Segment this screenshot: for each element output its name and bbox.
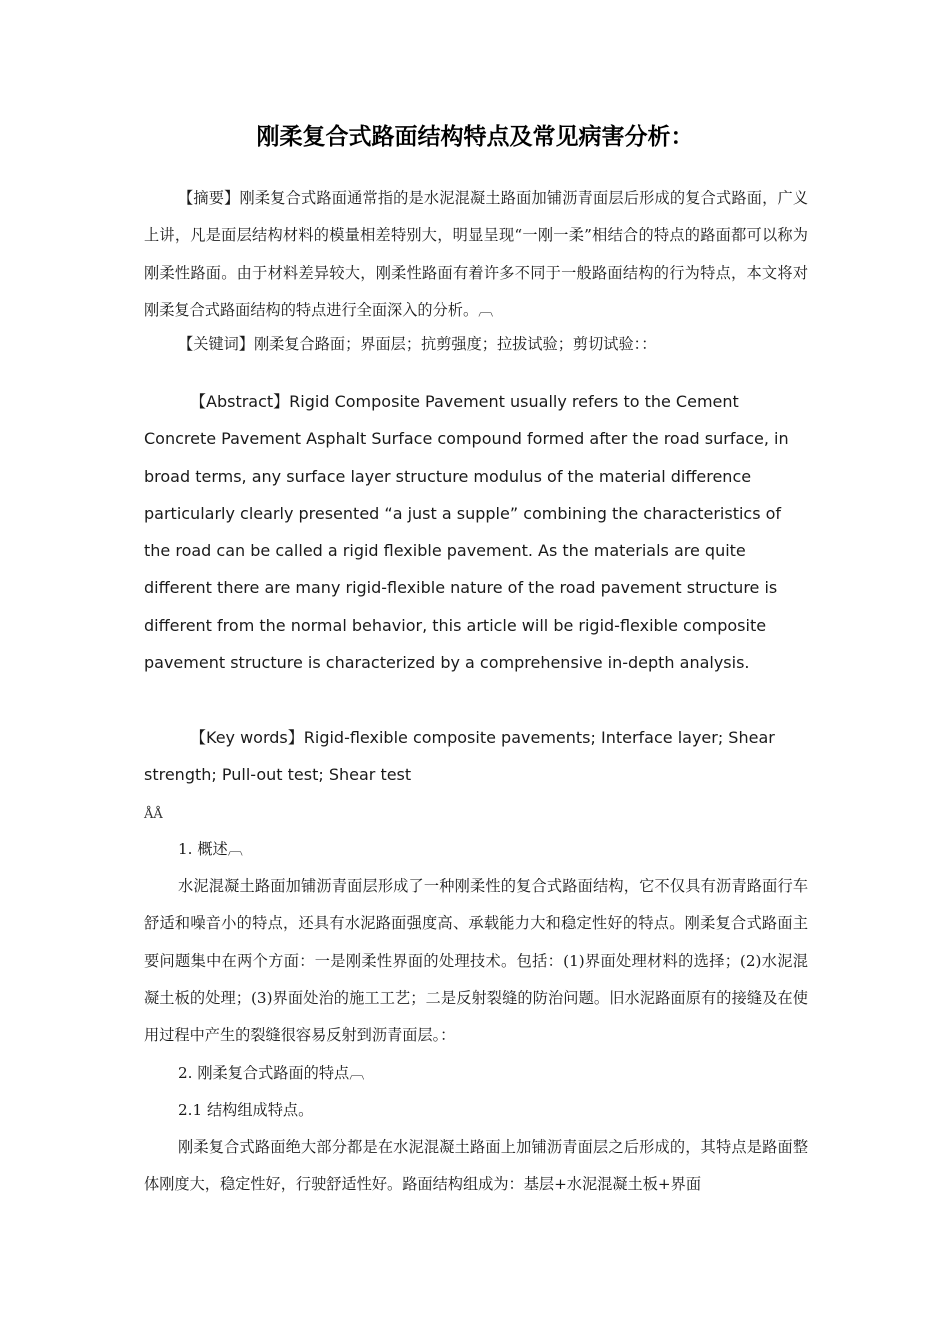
section-1-heading: 1. 概述︹ bbox=[178, 840, 243, 858]
section-marker: ÅÅ bbox=[144, 807, 163, 822]
abstract-cn-paragraph: 【摘要】刚柔复合式路面通常指的是水泥混凝土路面加铺沥青面层后形成的复合式路面，广义上讲，凡是面层结构材料的模量相差特别大，明显呈现“一刚一柔”相结合的特点的路面都可以称为刚柔性路面。由于材料差异较大，刚柔性路面有着许多不同于一般路面结构的行为特点，本文将对刚柔复合式路面结构的特点进行全面深入的分析。︹ bbox=[144, 189, 808, 319]
keywords-en-paragraph: 【Key words】Rigid-flexible composite pavements; Interface layer; Shear strength; Pull-out test; Shear test bbox=[144, 728, 775, 785]
abstract-en-paragraph: 【Abstract】Rigid Composite Pavement usually refers to the Cement Concrete Pavement Asphalt Surface compound formed after the road surface, in broad terms, any surface layer structure modulus of the material difference particularly clearly presented “a just a supple” combining the characteristics of the road can be called a rigid flexible pavement. As the materials are quite different there are many rigid-flexible nature of the road pavement structure is different from the normal behavior, this article will be rigid-flexible composite pavement structure is characterized by a comprehensive in-depth analysis. bbox=[144, 392, 789, 673]
section-2-1-body: 刚柔复合式路面绝大部分都是在水泥混凝土路面上加铺沥青面层之后形成的，其特点是路面整体刚度大，稳定性好，行驶舒适性好。路面结构组成为：基层+水泥混凝土板+界面 bbox=[144, 1138, 808, 1194]
section-2-heading: 2. 刚柔复合式路面的特点︹ bbox=[178, 1064, 365, 1082]
keywords-cn-paragraph: 【关键词】刚柔复合路面；界面层；抗剪强度；拉拔试验；剪切试验：： bbox=[178, 335, 657, 353]
section-2-1-heading: 2.1 结构组成特点。 bbox=[178, 1101, 314, 1119]
section-1-body: 水泥混凝土路面加铺沥青面层形成了一种刚柔性的复合式路面结构，它不仅具有沥青路面行车舒适和噪音小的特点，还具有水泥路面强度高、承载能力大和稳定性好的特点。刚柔复合式路面主要问题集中在两个方面：一是刚柔性界面的处理技术。包括：(1)界面处理材料的选择；(2)水泥混凝土板的处理；(3)界面处治的施工工艺；二是反射裂缝的防治问题。旧水泥路面原有的接缝及在使用过程中产生的裂缝很容易反射到沥青面层。： bbox=[144, 877, 808, 1045]
document-title: 刚柔复合式路面结构特点及常见病害分析： bbox=[256, 124, 694, 150]
